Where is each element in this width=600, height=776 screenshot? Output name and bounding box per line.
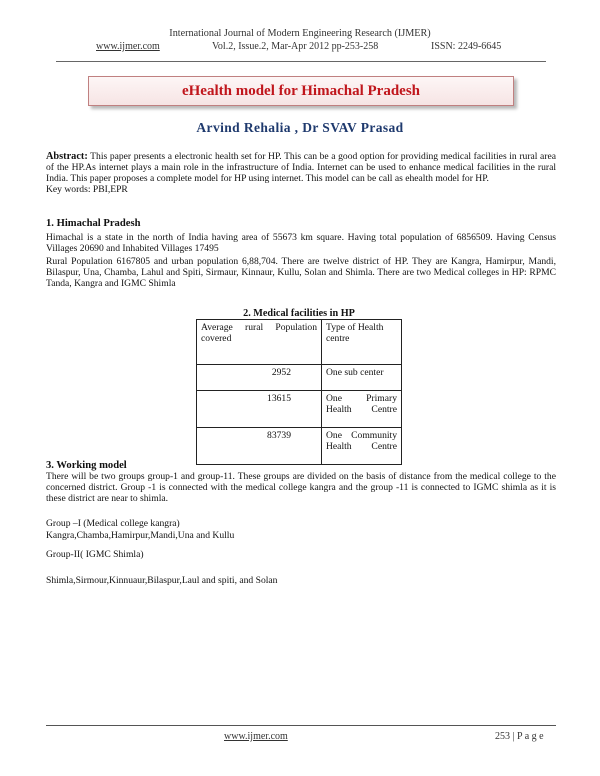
abstract-text: This paper presents a electronic health set for HP. This can be a good option for providing medical facilities in rural area of the HP.As internet plays a main role in the infrastructure of India. Internet can be used to enhance medical facilities in the rural India. This paper proposes a complete model for HP using internet. This model can be call as ehealth model for HP. bbox=[46, 151, 556, 185]
table-header-row bbox=[197, 320, 402, 365]
table-row bbox=[197, 391, 402, 428]
section-1-para-2: Rural Population 6167805 and urban population 6,88,704. There are twelve district of HP. They are Kangra, Hamirpur, Mandi, Bilaspur, Una, Chamba, Lahul and Spiti, Sirmaur, Kinnaur, Kullu, Solan and Shimla. There are two Medical colleges in HP: RPMC Tanda, Kangra and IGMC Shimla bbox=[46, 256, 556, 290]
group-2-title: Group-II( IGMC Shimla) bbox=[46, 549, 144, 560]
journal-name: International Journal of Modern Engineering Research (IJMER) bbox=[169, 28, 431, 39]
header-cell-type: Type of Health centre bbox=[322, 320, 402, 365]
section-1-heading: 1. Himachal Pradesh bbox=[46, 218, 141, 229]
cell-population: 13615 bbox=[197, 391, 322, 428]
header-rule bbox=[56, 61, 546, 62]
header-issn: ISSN: 2249-6645 bbox=[431, 41, 502, 52]
header-cell-population: Average rural Population covered bbox=[197, 320, 322, 365]
header-volume: Vol.2, Issue.2, Mar-Apr 2012 pp-253-258 bbox=[212, 41, 379, 52]
keywords: Key words: PBI,EPR bbox=[46, 184, 128, 195]
paper-title: eHealth model for Himachal Pradesh bbox=[181, 83, 421, 99]
table-row bbox=[197, 365, 402, 391]
group-1-list: Kangra,Chamba,Hamirpur,Mandi,Una and Kullu bbox=[46, 530, 235, 541]
title-box bbox=[88, 76, 514, 106]
cell-type: One Community Health Centre bbox=[322, 428, 402, 465]
cell-population: 83739 bbox=[197, 428, 322, 465]
table-caption: 2. Medical facilities in HP bbox=[243, 308, 355, 319]
table-row bbox=[197, 428, 402, 465]
group-1-title: Group –I (Medical college kangra) bbox=[46, 518, 180, 529]
cell-type: One sub center bbox=[322, 365, 402, 391]
section-3-para: There will be two groups group-1 and group-11. These groups are divided on the basis of distance from the medical college to the concerned district. Group -1 is connected with the medical college kangra and the group -11 is connected to IGMC shimla as it is these district are near to shimla. bbox=[46, 471, 556, 505]
medical-facilities-table bbox=[196, 319, 402, 465]
section-3-heading: 3. Working model bbox=[46, 460, 127, 471]
authors: Arvind Rehalia , Dr SVAV Prasad bbox=[196, 120, 404, 135]
group-2-list: Shimla,Sirmour,Kinnuaur,Bilaspur,Laul and spiti, and Solan bbox=[46, 575, 278, 586]
footer-website-link[interactable]: www.ijmer.com bbox=[224, 731, 288, 742]
header-website-link[interactable]: www.ijmer.com bbox=[96, 41, 160, 52]
abstract bbox=[46, 151, 556, 185]
cell-population: 2952 bbox=[197, 365, 322, 391]
abstract-label: Abstract: bbox=[46, 151, 88, 162]
section-1-para-1: Himachal is a state in the north of India having area of 55673 km square. Having total population of 6856509. Having Census Villages 20690 and Inhabited Villages 17495 bbox=[46, 232, 556, 255]
cell-type: One Primary Health Centre bbox=[322, 391, 402, 428]
page-number: 253 | P a g e bbox=[495, 731, 544, 742]
footer-rule bbox=[46, 725, 556, 726]
